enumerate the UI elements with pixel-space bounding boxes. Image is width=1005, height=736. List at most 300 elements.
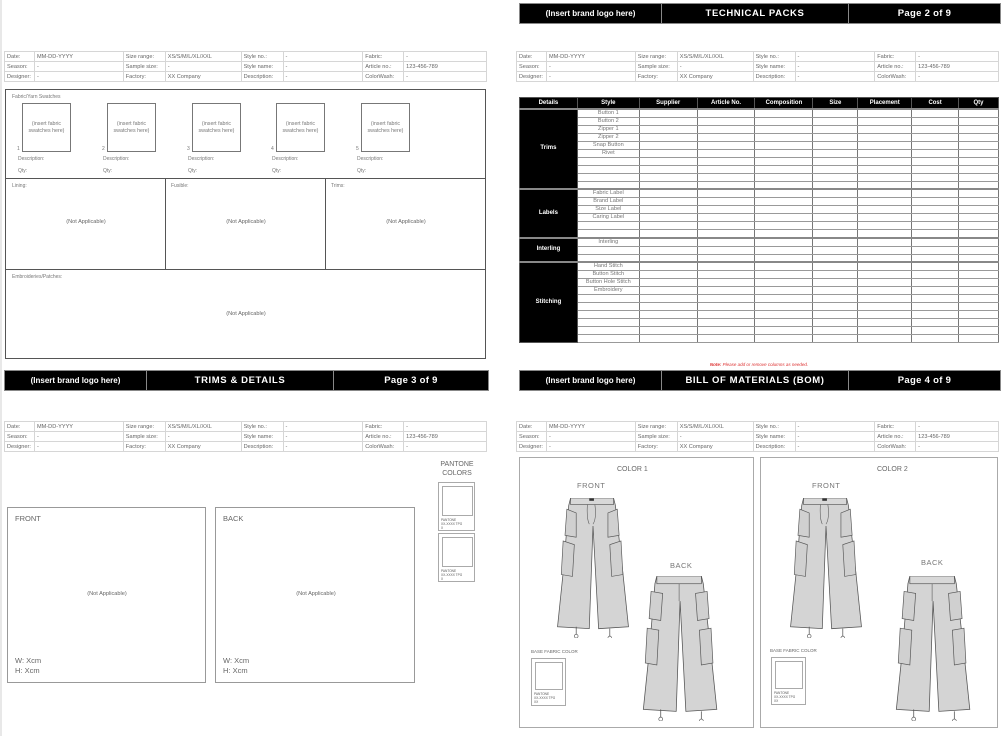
bom-cell[interactable]	[755, 189, 813, 198]
bom-cell[interactable]	[959, 109, 999, 118]
bom-cell[interactable]	[912, 279, 959, 287]
bom-cell[interactable]	[697, 262, 755, 271]
bom-style-cell[interactable]: Button Hole Stitch	[577, 279, 639, 287]
bom-cell[interactable]	[813, 157, 858, 165]
bom-cell[interactable]	[755, 117, 813, 125]
bom-cell[interactable]	[697, 173, 755, 181]
bom-cell[interactable]	[755, 157, 813, 165]
bom-cell[interactable]	[639, 335, 697, 343]
bom-cell[interactable]	[813, 303, 858, 311]
sample-size-value[interactable]: -	[165, 62, 241, 72]
bom-cell[interactable]	[697, 214, 755, 222]
back-drawing-box[interactable]	[215, 507, 415, 683]
bom-cell[interactable]	[697, 206, 755, 214]
brand-logo-placeholder[interactable]: (Insert brand logo here)	[5, 371, 147, 390]
date-value[interactable]: MM-DD-YYYY	[546, 52, 635, 62]
description-value[interactable]: -	[795, 72, 875, 82]
sample-size-value[interactable]: -	[677, 62, 753, 72]
bom-style-cell[interactable]: Zipper 2	[577, 133, 639, 141]
bom-cell[interactable]	[912, 157, 959, 165]
bom-cell[interactable]	[959, 262, 999, 271]
size-range-value[interactable]: XS/S/M/L/XL/XXL	[677, 422, 753, 432]
pants-front-sketch[interactable]	[553, 498, 633, 638]
bom-cell[interactable]	[697, 133, 755, 141]
bom-cell[interactable]	[959, 246, 999, 254]
bom-cell[interactable]	[912, 181, 959, 189]
bom-style-cell[interactable]: Caring Label	[577, 214, 639, 222]
bom-cell[interactable]	[813, 133, 858, 141]
bom-cell[interactable]	[639, 271, 697, 279]
bom-cell[interactable]	[912, 246, 959, 254]
bom-cell[interactable]	[755, 198, 813, 206]
bom-cell[interactable]	[697, 246, 755, 254]
bom-cell[interactable]	[912, 295, 959, 303]
bom-cell[interactable]	[813, 246, 858, 254]
bom-cell[interactable]	[912, 311, 959, 319]
bom-cell[interactable]	[639, 117, 697, 125]
bom-cell[interactable]	[912, 206, 959, 214]
bom-cell[interactable]	[912, 287, 959, 295]
bom-cell[interactable]	[639, 287, 697, 295]
bom-cell[interactable]	[697, 303, 755, 311]
bom-cell[interactable]	[912, 165, 959, 173]
fabric-value[interactable]: -	[916, 422, 999, 432]
bom-cell[interactable]	[959, 222, 999, 230]
bom-style-cell[interactable]	[577, 222, 639, 230]
bom-cell[interactable]	[959, 173, 999, 181]
designer-value[interactable]: -	[34, 72, 123, 82]
bom-cell[interactable]	[639, 165, 697, 173]
bom-cell[interactable]	[697, 254, 755, 262]
bom-cell[interactable]	[912, 109, 959, 118]
style-no-value[interactable]: -	[795, 52, 875, 62]
article-no-value[interactable]: 123-456-789	[916, 62, 999, 72]
bom-style-cell[interactable]: Interling	[577, 238, 639, 247]
bom-cell[interactable]	[639, 206, 697, 214]
description-value[interactable]: -	[283, 72, 363, 82]
bom-cell[interactable]	[959, 303, 999, 311]
date-value[interactable]: MM-DD-YYYY	[34, 52, 123, 62]
bom-cell[interactable]	[959, 311, 999, 319]
bom-cell[interactable]	[755, 238, 813, 247]
bom-cell[interactable]	[858, 335, 912, 343]
bom-cell[interactable]	[912, 198, 959, 206]
bom-cell[interactable]	[813, 117, 858, 125]
bom-cell[interactable]	[639, 198, 697, 206]
brand-logo-placeholder[interactable]: (Insert brand logo here)	[520, 371, 662, 390]
sample-size-value[interactable]: -	[677, 432, 753, 442]
color-wash-value[interactable]: -	[404, 72, 487, 82]
pantone-chip-1[interactable]	[438, 482, 475, 531]
bom-cell[interactable]	[813, 125, 858, 133]
bom-cell[interactable]	[912, 141, 959, 149]
bom-cell[interactable]	[755, 319, 813, 327]
bom-cell[interactable]	[755, 109, 813, 118]
bom-cell[interactable]	[858, 327, 912, 335]
bom-cell[interactable]	[858, 165, 912, 173]
bom-cell[interactable]	[959, 319, 999, 327]
bom-cell[interactable]	[813, 319, 858, 327]
bom-cell[interactable]	[639, 319, 697, 327]
trims-cell[interactable]	[326, 179, 485, 269]
bom-cell[interactable]	[639, 109, 697, 118]
bom-cell[interactable]	[639, 125, 697, 133]
bom-cell[interactable]	[858, 311, 912, 319]
bom-style-cell[interactable]	[577, 230, 639, 238]
bom-cell[interactable]	[813, 198, 858, 206]
bom-cell[interactable]	[697, 109, 755, 118]
bom-cell[interactable]	[959, 198, 999, 206]
bom-cell[interactable]	[813, 206, 858, 214]
article-no-value[interactable]: 123-456-789	[404, 62, 487, 72]
color-wash-value[interactable]: -	[916, 72, 999, 82]
factory-value[interactable]: XX Company	[677, 72, 753, 82]
bom-style-cell[interactable]: Button 1	[577, 109, 639, 118]
bom-cell[interactable]	[959, 157, 999, 165]
fusible-cell[interactable]	[166, 179, 326, 269]
bom-cell[interactable]	[755, 165, 813, 173]
bom-cell[interactable]	[813, 238, 858, 247]
bom-cell[interactable]	[912, 303, 959, 311]
bom-cell[interactable]	[858, 189, 912, 198]
bom-style-cell[interactable]	[577, 295, 639, 303]
description-value[interactable]: -	[795, 442, 875, 452]
bom-style-cell[interactable]: Fabric Label	[577, 189, 639, 198]
bom-cell[interactable]	[755, 222, 813, 230]
bom-cell[interactable]	[858, 295, 912, 303]
bom-cell[interactable]	[959, 279, 999, 287]
bom-cell[interactable]	[755, 246, 813, 254]
bom-cell[interactable]	[858, 238, 912, 247]
bom-cell[interactable]	[858, 222, 912, 230]
bom-cell[interactable]	[858, 125, 912, 133]
bom-style-cell[interactable]	[577, 254, 639, 262]
bom-cell[interactable]	[755, 181, 813, 189]
bom-cell[interactable]	[697, 198, 755, 206]
bom-cell[interactable]	[639, 254, 697, 262]
swatch-slot-1[interactable]	[22, 103, 71, 152]
bom-cell[interactable]	[639, 222, 697, 230]
bom-cell[interactable]	[697, 157, 755, 165]
bom-cell[interactable]	[959, 165, 999, 173]
date-value[interactable]: MM-DD-YYYY	[546, 422, 635, 432]
bom-cell[interactable]	[858, 206, 912, 214]
bom-cell[interactable]	[697, 141, 755, 149]
bom-style-cell[interactable]: Snap Button	[577, 141, 639, 149]
bom-cell[interactable]	[697, 125, 755, 133]
article-no-value[interactable]: 123-456-789	[404, 432, 487, 442]
bom-cell[interactable]	[858, 262, 912, 271]
bom-cell[interactable]	[813, 214, 858, 222]
bom-cell[interactable]	[912, 230, 959, 238]
bom-cell[interactable]	[912, 189, 959, 198]
bom-style-cell[interactable]	[577, 165, 639, 173]
bom-cell[interactable]	[858, 303, 912, 311]
bom-cell[interactable]	[912, 335, 959, 343]
bom-style-cell[interactable]	[577, 327, 639, 335]
bom-cell[interactable]	[813, 189, 858, 198]
bom-cell[interactable]	[697, 295, 755, 303]
bom-cell[interactable]	[858, 198, 912, 206]
bom-cell[interactable]	[755, 271, 813, 279]
bom-cell[interactable]	[813, 287, 858, 295]
bom-cell[interactable]	[697, 335, 755, 343]
bom-cell[interactable]	[697, 165, 755, 173]
pantone-chip-2[interactable]	[438, 533, 475, 582]
sample-size-value[interactable]: -	[165, 432, 241, 442]
bom-style-cell[interactable]: Button Stitch	[577, 271, 639, 279]
bom-cell[interactable]	[639, 181, 697, 189]
bom-cell[interactable]	[639, 133, 697, 141]
bom-cell[interactable]	[755, 149, 813, 157]
bom-style-cell[interactable]	[577, 311, 639, 319]
bom-cell[interactable]	[639, 238, 697, 247]
season-value[interactable]: -	[546, 62, 635, 72]
bom-cell[interactable]	[858, 133, 912, 141]
pants-front-sketch[interactable]	[786, 498, 866, 638]
bom-cell[interactable]	[959, 181, 999, 189]
bom-cell[interactable]	[813, 254, 858, 262]
description-value[interactable]: -	[283, 442, 363, 452]
bom-cell[interactable]	[813, 181, 858, 189]
bom-cell[interactable]	[959, 206, 999, 214]
bom-cell[interactable]	[858, 173, 912, 181]
bom-cell[interactable]	[912, 319, 959, 327]
bom-cell[interactable]	[959, 335, 999, 343]
bom-cell[interactable]	[912, 262, 959, 271]
bom-cell[interactable]	[813, 262, 858, 271]
bom-style-cell[interactable]: Embroidery	[577, 287, 639, 295]
bom-cell[interactable]	[639, 230, 697, 238]
bom-cell[interactable]	[639, 149, 697, 157]
bom-cell[interactable]	[959, 230, 999, 238]
swatch-slot-2[interactable]	[107, 103, 156, 152]
bom-cell[interactable]	[912, 133, 959, 141]
bom-cell[interactable]	[858, 109, 912, 118]
season-value[interactable]: -	[546, 432, 635, 442]
bom-cell[interactable]	[697, 222, 755, 230]
bom-cell[interactable]	[755, 287, 813, 295]
bom-cell[interactable]	[755, 279, 813, 287]
color-wash-value[interactable]: -	[916, 442, 999, 452]
bom-cell[interactable]	[755, 133, 813, 141]
bom-cell[interactable]	[912, 327, 959, 335]
article-no-value[interactable]: 123-456-789	[916, 432, 999, 442]
bom-cell[interactable]	[697, 279, 755, 287]
swatch-slot-3[interactable]	[192, 103, 241, 152]
bom-cell[interactable]	[697, 189, 755, 198]
bom-cell[interactable]	[858, 117, 912, 125]
bom-cell[interactable]	[697, 230, 755, 238]
bom-cell[interactable]	[959, 254, 999, 262]
bom-cell[interactable]	[813, 295, 858, 303]
bom-cell[interactable]	[755, 311, 813, 319]
bom-cell[interactable]	[639, 157, 697, 165]
bom-cell[interactable]	[697, 271, 755, 279]
bom-cell[interactable]	[813, 109, 858, 118]
bom-cell[interactable]	[755, 214, 813, 222]
bom-style-cell[interactable]: Zipper 1	[577, 125, 639, 133]
bom-style-cell[interactable]: Rivet	[577, 149, 639, 157]
bom-cell[interactable]	[639, 189, 697, 198]
designer-value[interactable]: -	[34, 442, 123, 452]
base-fabric-chip[interactable]	[531, 658, 566, 706]
bom-style-cell[interactable]	[577, 303, 639, 311]
bom-cell[interactable]	[912, 254, 959, 262]
bom-cell[interactable]	[697, 117, 755, 125]
front-drawing-box[interactable]	[7, 507, 206, 683]
color-wash-value[interactable]: -	[404, 442, 487, 452]
bom-cell[interactable]	[959, 189, 999, 198]
bom-style-cell[interactable]	[577, 157, 639, 165]
bom-cell[interactable]	[639, 279, 697, 287]
pants-back-sketch[interactable]	[642, 576, 722, 721]
bom-cell[interactable]	[959, 117, 999, 125]
bom-cell[interactable]	[959, 149, 999, 157]
bom-cell[interactable]	[755, 262, 813, 271]
bom-cell[interactable]	[639, 303, 697, 311]
size-range-value[interactable]: XS/S/M/L/XL/XXL	[165, 52, 241, 62]
bom-cell[interactable]	[858, 254, 912, 262]
designer-value[interactable]: -	[546, 442, 635, 452]
lining-cell[interactable]	[6, 179, 166, 269]
bom-style-cell[interactable]	[577, 319, 639, 327]
size-range-value[interactable]: XS/S/M/L/XL/XXL	[677, 52, 753, 62]
date-value[interactable]: MM-DD-YYYY	[34, 422, 123, 432]
bom-cell[interactable]	[697, 181, 755, 189]
style-no-value[interactable]: -	[795, 422, 875, 432]
style-name-value[interactable]: -	[283, 432, 363, 442]
base-fabric-chip[interactable]	[771, 657, 806, 705]
bom-cell[interactable]	[755, 335, 813, 343]
bom-style-cell[interactable]	[577, 246, 639, 254]
bom-cell[interactable]	[697, 327, 755, 335]
bom-cell[interactable]	[813, 230, 858, 238]
bom-cell[interactable]	[755, 295, 813, 303]
bom-cell[interactable]	[959, 295, 999, 303]
bom-cell[interactable]	[912, 117, 959, 125]
bom-cell[interactable]	[912, 222, 959, 230]
factory-value[interactable]: XX Company	[165, 72, 241, 82]
bom-cell[interactable]	[959, 287, 999, 295]
factory-value[interactable]: XX Company	[165, 442, 241, 452]
bom-cell[interactable]	[912, 271, 959, 279]
fabric-value[interactable]: -	[404, 422, 487, 432]
bom-cell[interactable]	[858, 149, 912, 157]
bom-cell[interactable]	[755, 230, 813, 238]
style-no-value[interactable]: -	[283, 52, 363, 62]
brand-logo-placeholder[interactable]: (Insert brand logo here)	[520, 4, 662, 23]
bom-cell[interactable]	[912, 149, 959, 157]
bom-style-cell[interactable]: Button 2	[577, 117, 639, 125]
bom-cell[interactable]	[639, 295, 697, 303]
bom-cell[interactable]	[959, 238, 999, 247]
bom-cell[interactable]	[858, 214, 912, 222]
bom-cell[interactable]	[639, 173, 697, 181]
bom-cell[interactable]	[858, 246, 912, 254]
bom-cell[interactable]	[813, 311, 858, 319]
bom-cell[interactable]	[959, 141, 999, 149]
bom-cell[interactable]	[813, 279, 858, 287]
bom-cell[interactable]	[755, 254, 813, 262]
bom-style-cell[interactable]: Size Label	[577, 206, 639, 214]
season-value[interactable]: -	[34, 432, 123, 442]
bom-cell[interactable]	[755, 327, 813, 335]
bom-cell[interactable]	[639, 246, 697, 254]
bom-cell[interactable]	[912, 173, 959, 181]
bom-cell[interactable]	[639, 262, 697, 271]
style-name-value[interactable]: -	[795, 432, 875, 442]
bom-cell[interactable]	[858, 279, 912, 287]
bom-cell[interactable]	[639, 327, 697, 335]
fabric-value[interactable]: -	[404, 52, 487, 62]
bom-style-cell[interactable]	[577, 181, 639, 189]
bom-cell[interactable]	[959, 214, 999, 222]
embroideries-cell[interactable]	[6, 269, 485, 358]
bom-cell[interactable]	[858, 287, 912, 295]
bom-cell[interactable]	[813, 149, 858, 157]
bom-cell[interactable]	[858, 181, 912, 189]
bom-cell[interactable]	[959, 327, 999, 335]
bom-style-cell[interactable]	[577, 173, 639, 181]
factory-value[interactable]: XX Company	[677, 442, 753, 452]
bom-cell[interactable]	[858, 157, 912, 165]
bom-cell[interactable]	[813, 222, 858, 230]
bom-cell[interactable]	[813, 141, 858, 149]
fabric-value[interactable]: -	[916, 52, 999, 62]
bom-cell[interactable]	[639, 214, 697, 222]
bom-cell[interactable]	[858, 319, 912, 327]
bom-cell[interactable]	[912, 214, 959, 222]
style-no-value[interactable]: -	[283, 422, 363, 432]
style-name-value[interactable]: -	[795, 62, 875, 72]
bom-cell[interactable]	[959, 271, 999, 279]
bom-cell[interactable]	[813, 271, 858, 279]
bom-cell[interactable]	[912, 238, 959, 247]
bom-cell[interactable]	[813, 335, 858, 343]
bom-cell[interactable]	[755, 141, 813, 149]
bom-cell[interactable]	[697, 311, 755, 319]
bom-cell[interactable]	[813, 165, 858, 173]
bom-cell[interactable]	[639, 141, 697, 149]
bom-cell[interactable]	[755, 125, 813, 133]
style-name-value[interactable]: -	[283, 62, 363, 72]
bom-cell[interactable]	[755, 206, 813, 214]
bom-cell[interactable]	[697, 319, 755, 327]
swatch-slot-4[interactable]	[276, 103, 325, 152]
bom-cell[interactable]	[912, 125, 959, 133]
bom-cell[interactable]	[858, 141, 912, 149]
swatch-slot-5[interactable]	[361, 103, 410, 152]
bom-style-cell[interactable]: Hand Stitch	[577, 262, 639, 271]
bom-cell[interactable]	[813, 327, 858, 335]
bom-cell[interactable]	[639, 311, 697, 319]
bom-cell[interactable]	[697, 238, 755, 247]
size-range-value[interactable]: XS/S/M/L/XL/XXL	[165, 422, 241, 432]
bom-cell[interactable]	[858, 271, 912, 279]
bom-cell[interactable]	[858, 230, 912, 238]
bom-style-cell[interactable]: Brand Label	[577, 198, 639, 206]
bom-cell[interactable]	[755, 173, 813, 181]
pants-back-sketch[interactable]	[895, 576, 975, 721]
bom-cell[interactable]	[813, 173, 858, 181]
season-value[interactable]: -	[34, 62, 123, 72]
bom-cell[interactable]	[697, 149, 755, 157]
bom-cell[interactable]	[697, 287, 755, 295]
bom-cell[interactable]	[755, 303, 813, 311]
bom-cell[interactable]	[959, 125, 999, 133]
designer-value[interactable]: -	[546, 72, 635, 82]
